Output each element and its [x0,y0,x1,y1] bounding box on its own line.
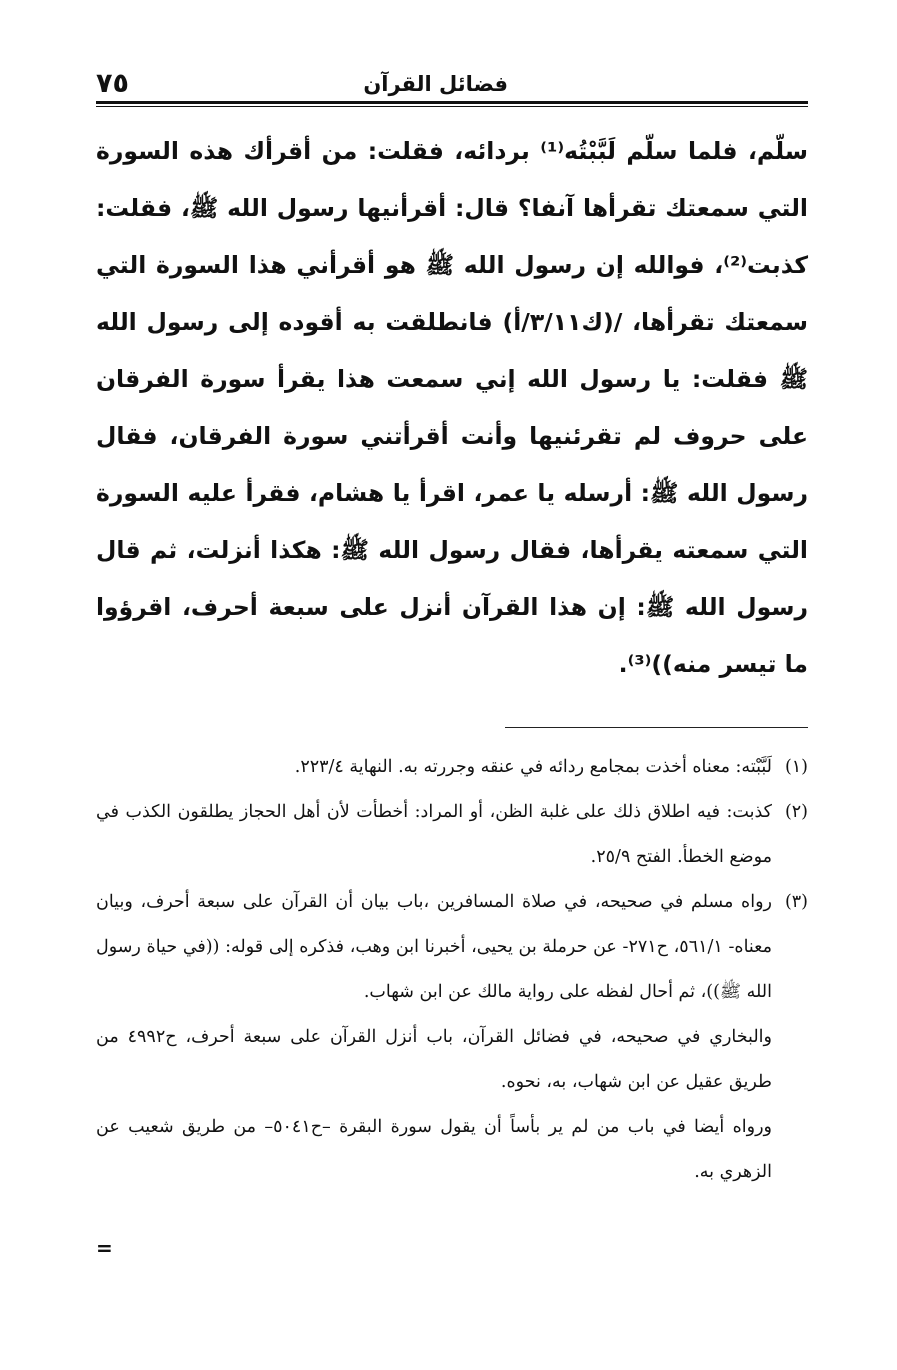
footnote-separator [505,727,808,728]
footnotes [96,745,808,1195]
footnote-text: ورواه أيضا في باب من لم ير بأساً أن يقول سورة البقرة –ح٥٠٤١– من طريق شعيب عن الزهري به. [96,1117,772,1182]
footnote-3-continued [96,1015,808,1105]
footnote-1 [96,745,808,790]
end-mark: = [96,1236,113,1260]
footnote-3 [96,880,808,1015]
footnote-text: لَبَّبْته: معناه أخذت بمجامع ردائه في عنقه وجررته به. النهاية ٢٢٣/٤. [294,757,772,777]
footnote-number: (٢) [784,802,808,822]
body-paragraph: سلّم، فلما سلّم لَبَّبْتُه⁽¹⁾ بردائه، فقلت: من أقرأك هذه السورة التي سمعتك تقرأها آنفا؟ قال: أقرأنيها رسول الله ﷺ، فقلت: كذبت⁽²⁾، فوالله إن رسول الله ﷺ هو أقرأني هذا السورة التي سمعتك تقرأها، /(ك٣/١١/أ) فانطلقت به أقوده إلى رسول الله ﷺ فقلت: يا رسول الله إني سمعت هذا يقرأ سورة الفرقان على حروف لم تقرئنيها وأنت أقرأتني سورة الفرقان، فقال رسول الله ﷺ: أرسله يا عمر، اقرأ يا هشام، فقرأ عليه السورة التي سمعته يقرأها، فقال رسول الله ﷺ: هكذا أنزلت، ثم قال رسول الله ﷺ: إن هذا القرآن أنزل على سبعة أحرف، اقرؤوا ما تيسر منه))⁽³⁾. [96,137,808,678]
footnote-3-continued-2 [96,1105,808,1195]
footnote-2 [96,790,808,880]
header-rule [96,101,808,107]
footnote-number [772,1015,808,1105]
running-header [96,70,808,100]
main-text [96,123,808,693]
page-number: ٧٥ [96,68,129,99]
footnote-text: والبخاري في صحيحه، في فضائل القرآن، باب أنزل القرآن على سبعة أحرف، ح٤٩٩٢ من طريق عقيل عن ابن شهاب، به، نحوه. [96,1027,772,1092]
footnote-text: رواه مسلم في صحيحه، في صلاة المسافرين ،باب بيان أن القرآن على سبعة أحرف، وبيان معناه- ٥٦١/١، ح٢٧١- عن حرملة بن يحيى، أخبرنا ابن وهب، فذكره إلى قوله: ((في حياة رسول الله ﷺ))، ثم أحال لفظه على رواية مالك عن ابن شهاب. [96,892,772,1002]
footnote-number: (١) [784,757,808,777]
header-title: فضائل القرآن [363,72,508,96]
footnote-number [772,1105,808,1195]
footnote-number: (٣) [784,892,808,912]
footnote-text: كذبت: فيه اطلاق ذلك على غلبة الظن، أو المراد: أخطأت لأن أهل الحجاز يطلقون الكذب في موضع الخطأ. الفتح ٢٥/٩. [96,802,772,867]
